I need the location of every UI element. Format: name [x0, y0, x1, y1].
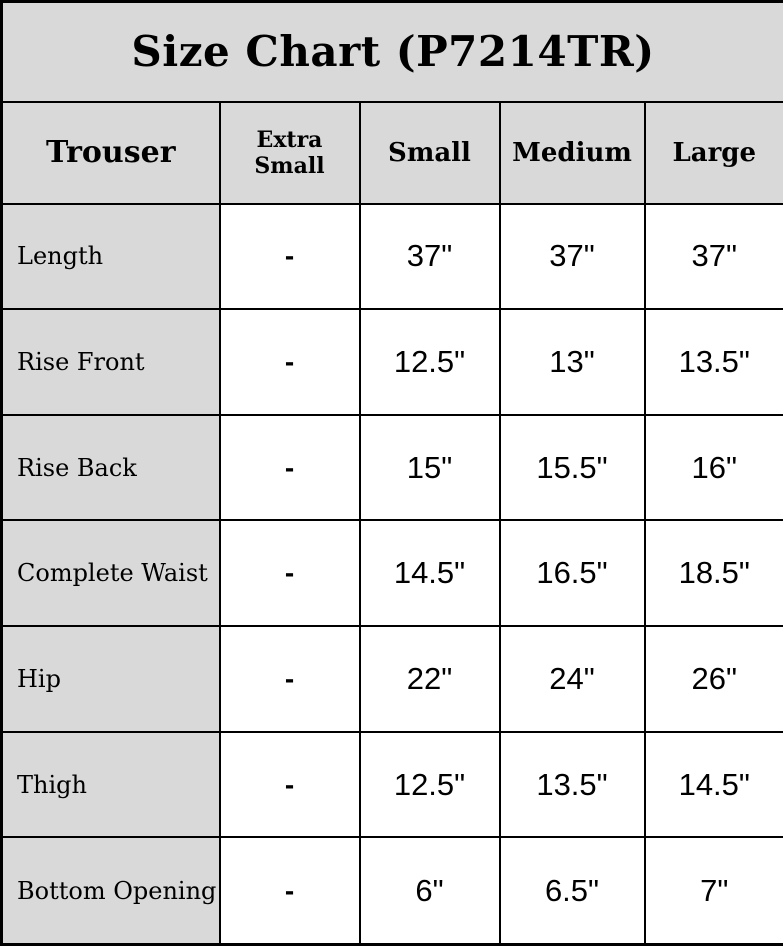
value-cell: 14.5" [360, 520, 500, 626]
column-header-small: Small [360, 102, 500, 204]
column-header-extra-small: Extra Small [220, 102, 360, 204]
value-cell: 37" [360, 204, 500, 310]
row-label-thigh: Thigh [2, 732, 220, 838]
value-cell: - [220, 415, 360, 521]
row-label-length: Length [2, 204, 220, 310]
value-cell: - [220, 204, 360, 310]
value-cell: - [220, 626, 360, 732]
value-cell: 12.5" [360, 309, 500, 415]
table-row-length [2, 204, 783, 310]
page-title: Size Chart (P7214TR) [2, 2, 783, 102]
value-cell: 13.5" [500, 732, 645, 838]
row-label-complete-waist: Complete Waist [2, 520, 220, 626]
header-row [2, 102, 783, 204]
value-cell: 16.5" [500, 520, 645, 626]
table-row-rise-back [2, 415, 783, 521]
value-cell: 15" [360, 415, 500, 521]
table-row-thigh [2, 732, 783, 838]
column-header-trouser: Trouser [2, 102, 220, 204]
row-label-rise-back: Rise Back [2, 415, 220, 521]
value-cell: 37" [500, 204, 645, 310]
value-cell: 12.5" [360, 732, 500, 838]
value-cell: 18.5" [645, 520, 783, 626]
value-cell: - [220, 520, 360, 626]
value-cell: 13" [500, 309, 645, 415]
column-header-large: Large [645, 102, 783, 204]
value-cell: 6" [360, 837, 500, 944]
value-cell: - [220, 309, 360, 415]
value-cell: - [220, 837, 360, 944]
value-cell: 24" [500, 626, 645, 732]
value-cell: 6.5" [500, 837, 645, 944]
row-label-rise-front: Rise Front [2, 309, 220, 415]
row-label-hip: Hip [2, 626, 220, 732]
value-cell: 16" [645, 415, 783, 521]
value-cell: - [220, 732, 360, 838]
column-header-medium: Medium [500, 102, 645, 204]
title-row [2, 2, 783, 102]
table-row-complete-waist [2, 520, 783, 626]
value-cell: 37" [645, 204, 783, 310]
value-cell: 7" [645, 837, 783, 944]
table-row-hip [2, 626, 783, 732]
value-cell: 26" [645, 626, 783, 732]
table-row-rise-front [2, 309, 783, 415]
value-cell: 13.5" [645, 309, 783, 415]
value-cell: 15.5" [500, 415, 645, 521]
value-cell: 22" [360, 626, 500, 732]
value-cell: 14.5" [645, 732, 783, 838]
table-row-bottom-opening [2, 837, 783, 944]
row-label-bottom-opening: Bottom Opening [2, 837, 220, 944]
